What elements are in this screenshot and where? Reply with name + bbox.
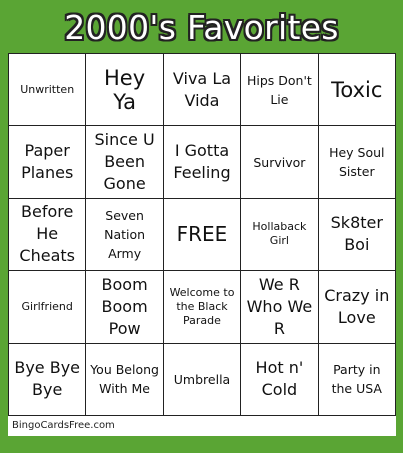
bingo-cell: Unwritten: [9, 54, 86, 126]
bingo-cell: Party in the USA: [319, 344, 396, 416]
bingo-cell: Girlfriend: [9, 271, 86, 343]
bingo-cell: Hey Ya: [86, 54, 163, 126]
bingo-cell: Hey Soul Sister: [319, 126, 396, 198]
card-title: 2000's Favorites: [64, 8, 339, 47]
bingo-cell: Since U Been Gone: [86, 126, 163, 198]
bingo-cell: Seven Nation Army: [86, 199, 163, 271]
bingo-cell: Bye Bye Bye: [9, 344, 86, 416]
bingo-cell: We R Who We R: [241, 271, 318, 343]
bingo-cell: Umbrella: [164, 344, 241, 416]
source-label: BingoCardsFree.com: [12, 420, 115, 431]
bingo-grid: [8, 53, 396, 416]
bingo-cell: Before He Cheats: [9, 199, 86, 271]
bingo-cell: Viva La Vida: [164, 54, 241, 126]
bingo-cell: Sk8ter Boi: [319, 199, 396, 271]
bingo-cell: Crazy in Love: [319, 271, 396, 343]
bingo-cell: Boom Boom Pow: [86, 271, 163, 343]
bingo-cell: Welcome to the Black Parade: [164, 271, 241, 343]
free-space: FREE: [164, 199, 241, 271]
bingo-cell: You Belong With Me: [86, 344, 163, 416]
bingo-cell: Hips Don't Lie: [241, 54, 318, 126]
bingo-cell: Paper Planes: [9, 126, 86, 198]
bingo-board: [8, 53, 396, 436]
bingo-cell: Toxic: [319, 54, 396, 126]
bingo-cell: I Gotta Feeling: [164, 126, 241, 198]
bingo-cell: Survivor: [241, 126, 318, 198]
bingo-cell: Hollaback Girl: [241, 199, 318, 271]
bingo-cell: Hot n' Cold: [241, 344, 318, 416]
